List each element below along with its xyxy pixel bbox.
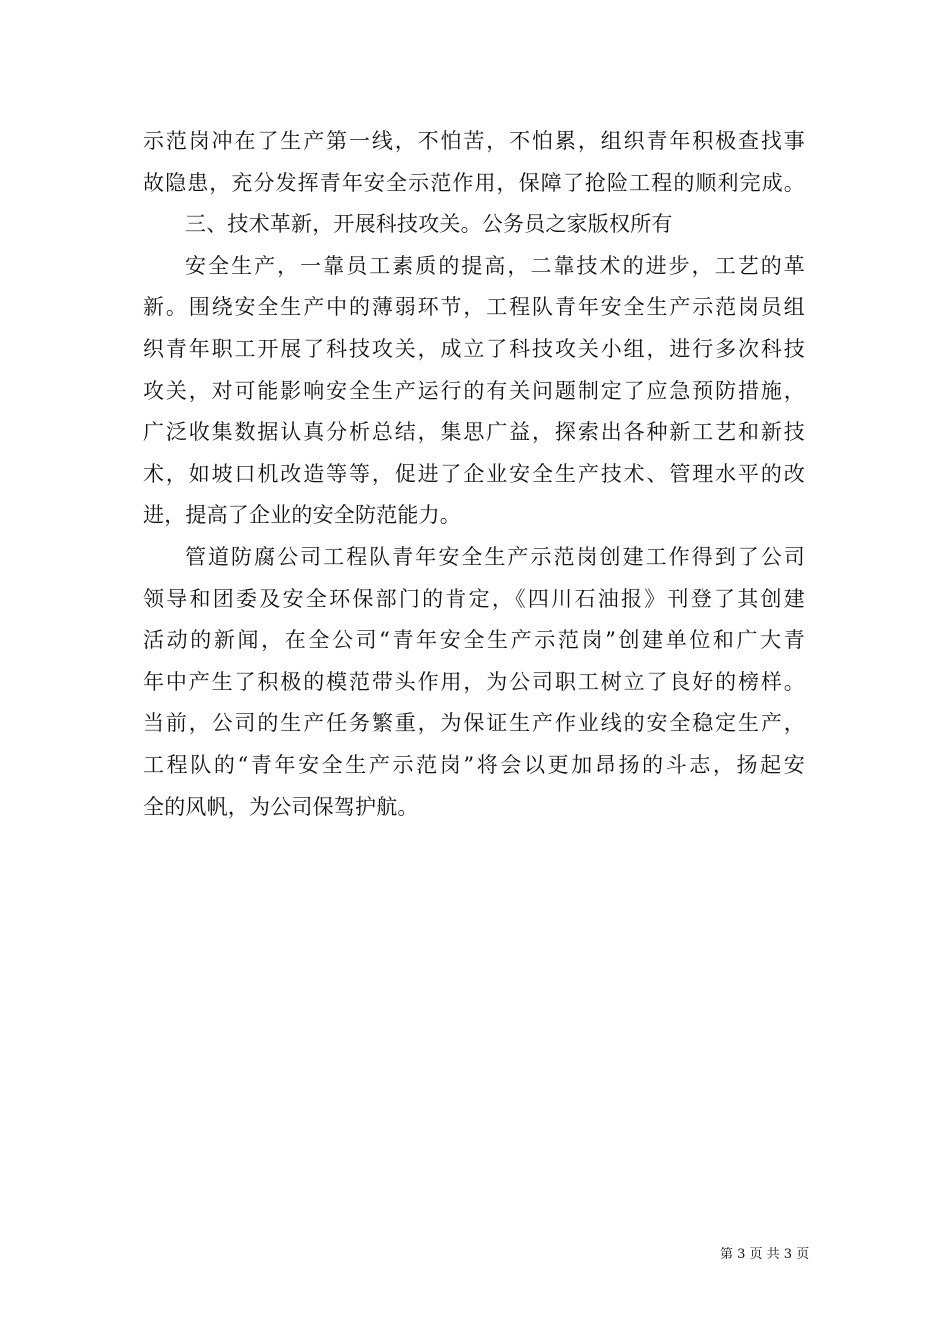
text-line: 全的风帆，为公司保驾护航。: [143, 794, 419, 819]
page-number-footer: 第 3 页 共 3 页: [720, 1247, 810, 1262]
text-line: 广泛收集数据认真分析总结，集思广益，探索出各种新工艺和新技: [143, 420, 805, 445]
text-line: 活动的新闻，在全公司“青年安全生产示范岗”创建单位和广大青: [143, 628, 805, 653]
document-body: [143, 121, 805, 828]
text-line: 管道防腐公司工程队青年安全生产示范岗创建工作得到了公司: [185, 544, 805, 569]
text-line: 工程队的“青年安全生产示范岗”将会以更加昂扬的斗志，扬起安: [143, 752, 805, 777]
text-line: 当前，公司的生产任务繁重，为保证生产作业线的安全稳定生产，: [143, 711, 805, 736]
text-line: 故隐患，充分发挥青年安全示范作用，保障了抢险工程的顺利完成。: [143, 170, 805, 195]
text-line: 年中产生了积极的模范带头作用，为公司职工树立了良好的榜样。: [143, 669, 805, 694]
text-line: 安全生产，一靠员工素质的提高，二靠技术的进步，工艺的革: [185, 253, 805, 278]
text-line: 示范岗冲在了生产第一线，不怕苦，不怕累，组织青年积极查找事: [143, 129, 805, 153]
text-line: 新。围绕安全生产中的薄弱环节，工程队青年安全生产示范岗员组: [143, 295, 805, 320]
text-line: 进，提高了企业的安全防范能力。: [143, 503, 461, 528]
text-line: 术，如坡口机改造等等，促进了企业安全生产技术、管理水平的改: [143, 461, 805, 486]
section-heading: 三、技术革新，开展科技攻关。公务员之家版权所有: [185, 212, 673, 237]
text-line: 织青年职工开展了科技攻关，成立了科技攻关小组，进行多次科技: [143, 336, 805, 361]
text-line: 领导和团委及安全环保部门的肯定，《四川石油报》刊登了其创建: [143, 586, 805, 611]
text-line: 攻关，对可能影响安全生产运行的有关问题制定了应急预防措施，: [143, 378, 805, 403]
